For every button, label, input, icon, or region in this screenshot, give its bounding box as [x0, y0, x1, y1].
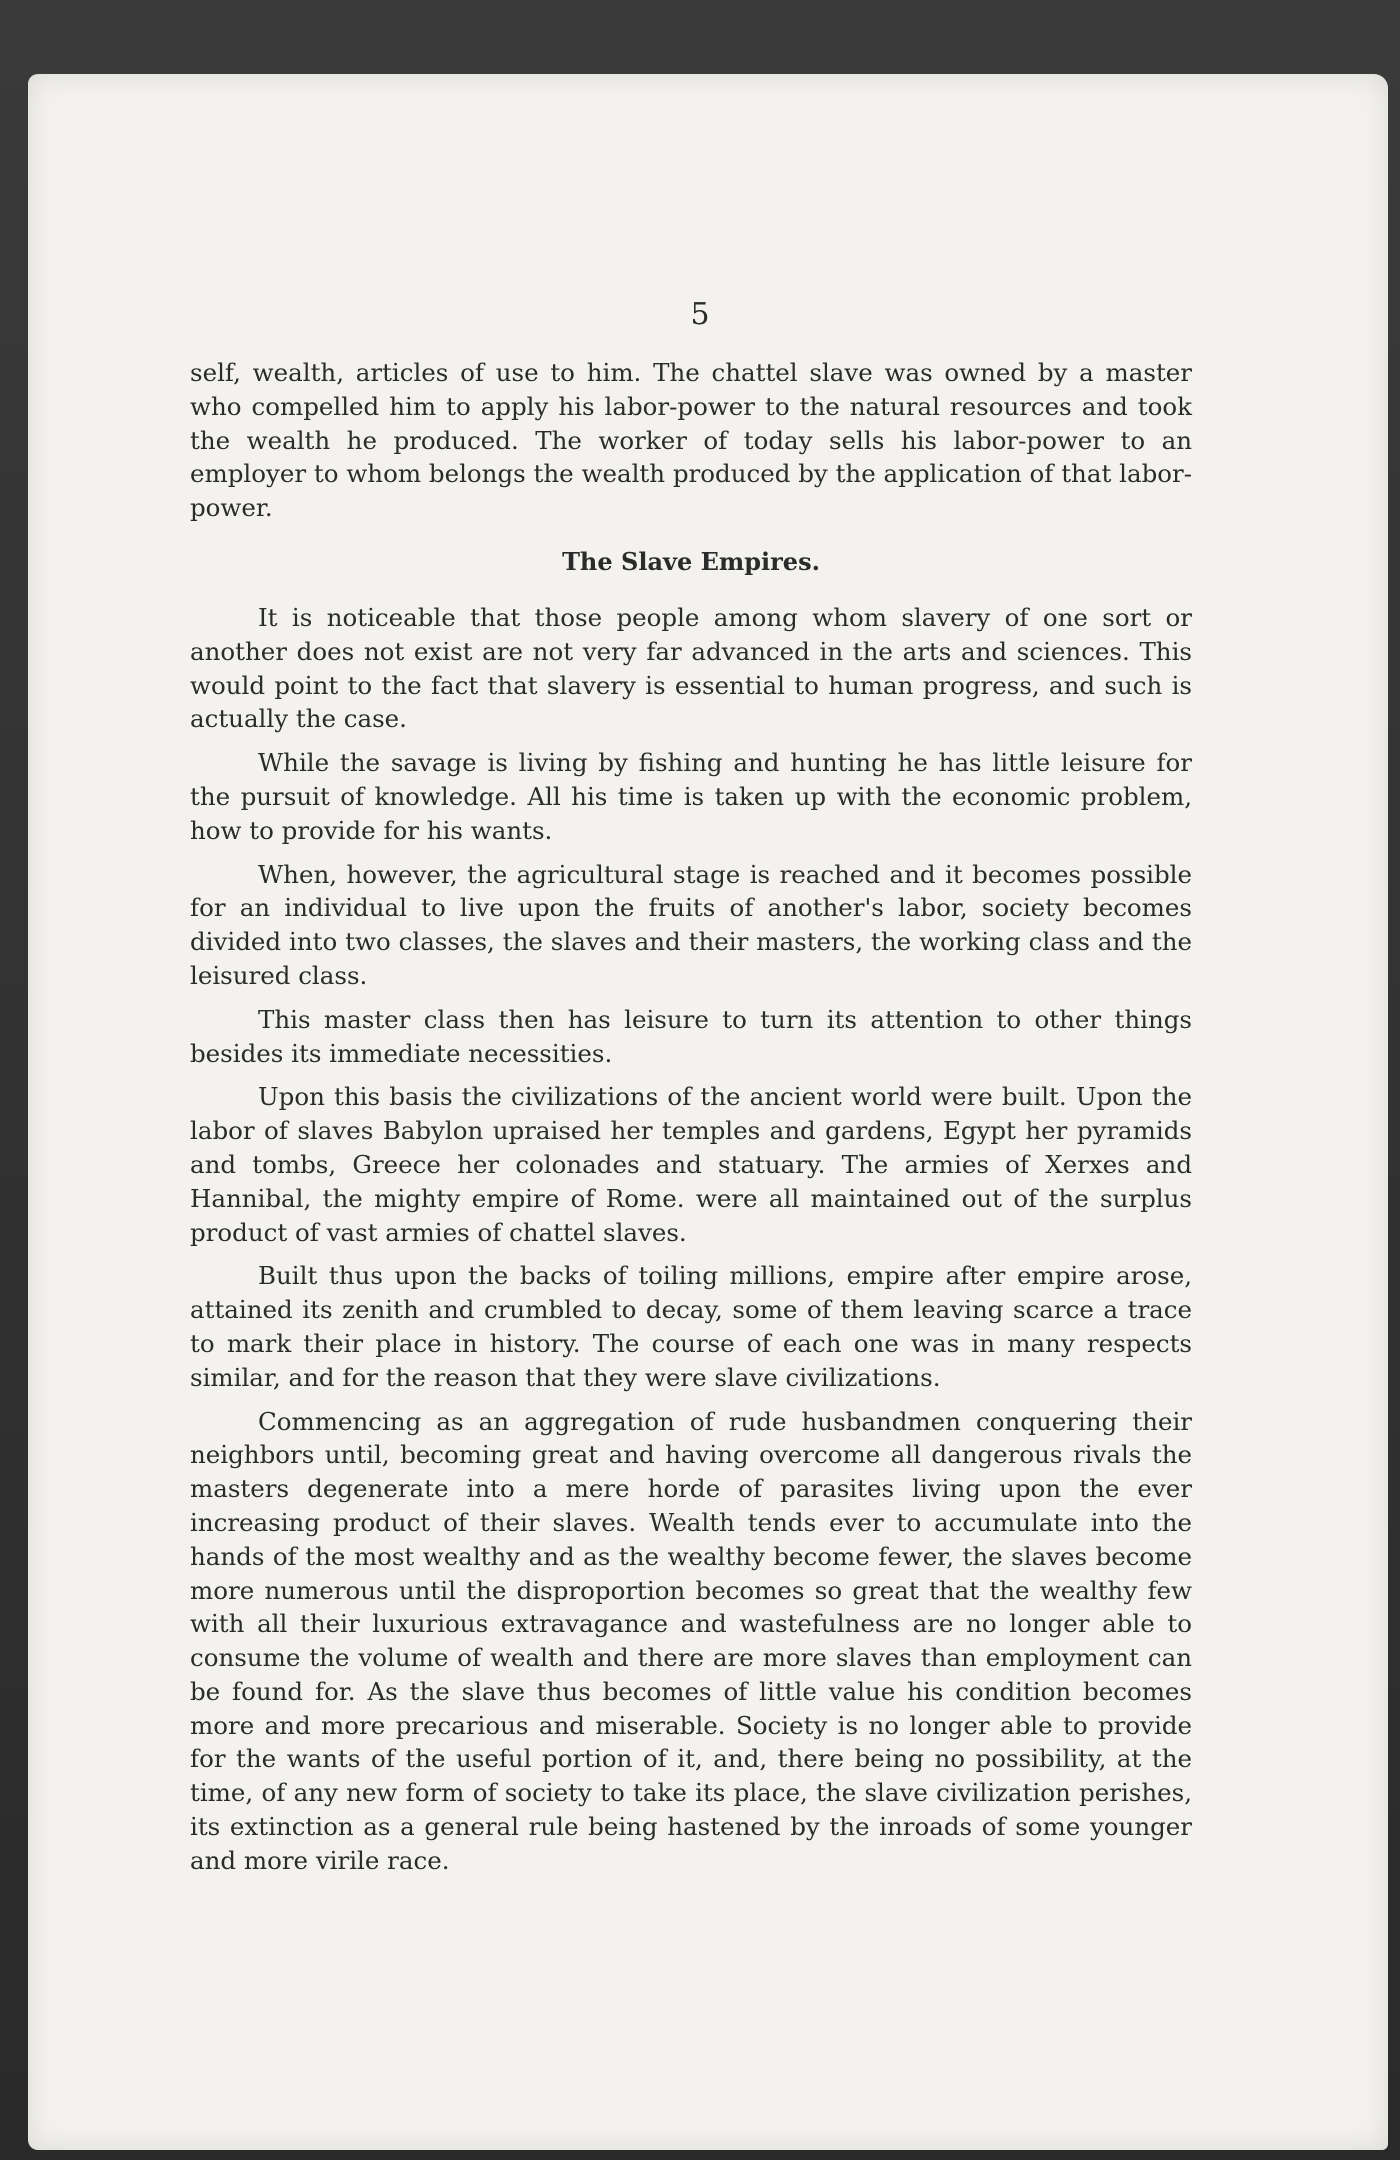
page-content — [190, 356, 1192, 1888]
paragraph-6: Built thus upon the backs of toiling millions, empire after empire arose, attained its zenith and crumbled to decay, some of them leaving scarce a trace to mark their place in history. The course of each one was in many respects similar, and for the reason that they were slave civilizations. — [190, 1261, 1192, 1392]
paragraph-3: When, however, the agricultural stage is reached and it becomes possible for an individual to live upon the fruits of another's labor, society becomes divided into two classes, the slaves and their masters, the working class and the leisured class. — [190, 859, 1192, 990]
page-number: 5 — [690, 297, 710, 332]
paragraph-4: This master class then has leisure to turn its attention to other things besides its immediate necessities. — [190, 1004, 1192, 1068]
paragraph-5: Upon this basis the civilizations of the ancient world were built. Upon the labor of slaves Babylon upraised her temples and gardens, Egypt her pyramids and tombs, Greece her colonades and statuary. The armies of Xerxes and Hannibal, the mighty empire of Rome. were all maintained out of the surplus product of vast armies of chattel slaves. — [190, 1082, 1192, 1247]
paragraph-2: While the savage is living by fishing and hunting he has little leisure for the pursuit of knowledge. All his time is taken up with the economic problem, how to provide for his wants. — [190, 748, 1192, 845]
intro-paragraph: self, wealth, articles of use to him. The chattel slave was owned by a master who compelled him to apply his labor-power to the natural resources and took the wealth he produced. The worker of today sells his labor-power to an employer to whom belongs the wealth produced by the application of that labor-power. — [190, 358, 1192, 523]
paragraph-1: It is noticeable that those people among whom slavery of one sort or another does not exist are not very far advanced in the arts and sciences. This would point to the fact that slavery is essential to human progress, and such is actually the case. — [190, 602, 1192, 734]
paragraph-7: Commencing as an aggregation of rude husbandmen conquering their neighbors until, becoming great and having overcome all dangerous rivals the masters degenerate into a mere horde of parasites living upon the ever increasing product of their slaves. Wealth tends ever to accumulate into the hands of the most wealthy and as the wealthy become fewer, the slaves become more numerous until the disproportion becomes so great that the wealthy few with all their luxurious extravagance and wastefulness are no longer able to consume the volume of wealth and there are more slaves than employment can be found for. As the slave thus becomes of little value his condition becomes more and more precarious and miserable. Society is no longer able to provide for the wants of the useful portion of it, and, there being no possibility, at the time, of any new form of society to take its place, the slave civilization perishes, its extinction as a general rule being hastened by the inroads of some younger and more virile race. — [190, 1406, 1192, 1875]
section-heading: The Slave Empires. — [562, 546, 820, 576]
